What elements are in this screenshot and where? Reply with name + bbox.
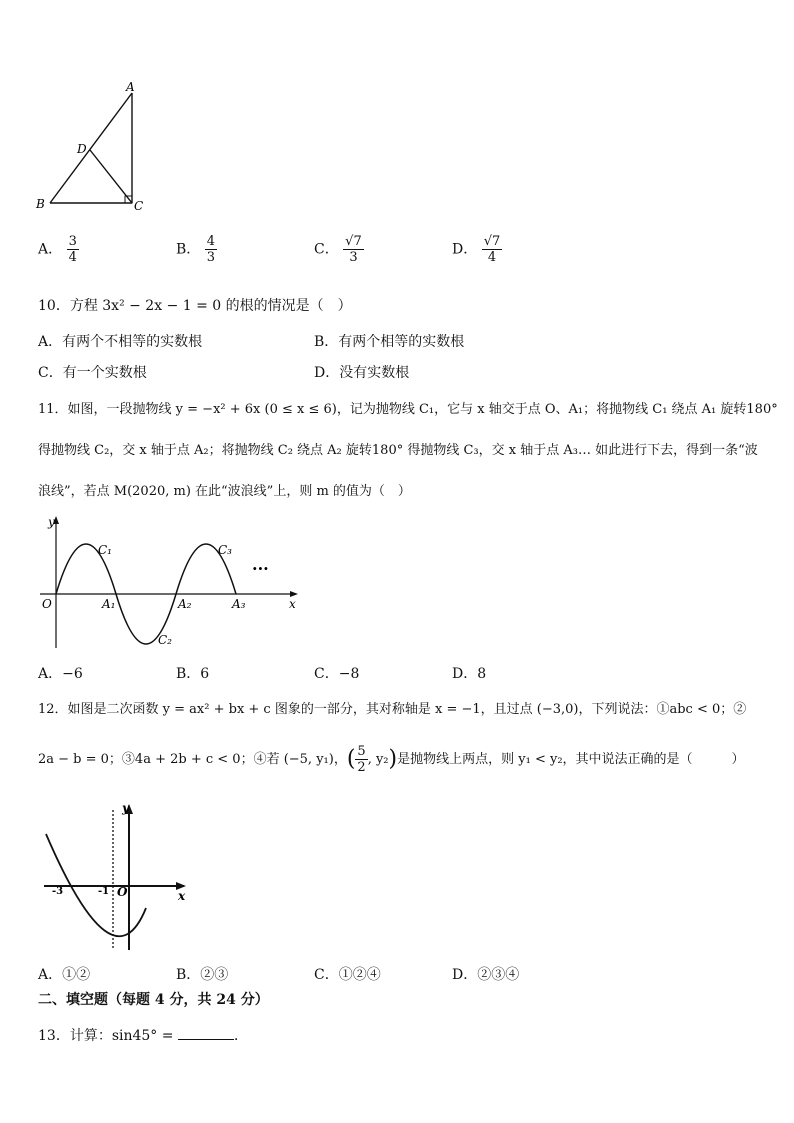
- denominator: 4: [68, 250, 77, 265]
- section-heading: 二、填空题（每题 4 分，共 24 分）: [38, 992, 269, 1008]
- q9-option-c[interactable]: [314, 234, 364, 265]
- q11-stem-line1: 11．如图，一段抛物线 y = −x² + 6x (0 ≤ x ≤ 6)，记为抛物线 C₁，它与 x 轴交于点 O、A₁；将抛物线 C₁ 绕点 A₁ 旋转180°: [38, 402, 778, 417]
- q13-stem: [38, 1025, 248, 1046]
- q11-option-a[interactable]: A．−6: [38, 666, 83, 682]
- q9-option-d[interactable]: [452, 234, 502, 265]
- q10-option-a[interactable]: A．有两个不相等的实数根: [38, 334, 203, 350]
- label-C1: C₁: [98, 543, 112, 557]
- numerator: √7: [483, 234, 501, 249]
- fraction: [343, 234, 364, 265]
- label-C: C: [134, 199, 144, 213]
- label-B: B: [36, 197, 45, 211]
- q10-stem: 10．方程 3x² − 2x − 1 = 0 的根的情况是（ ）: [38, 298, 352, 314]
- q11-option-c[interactable]: C．−8: [314, 666, 360, 682]
- numerator: 3: [68, 234, 77, 249]
- q12-stem-line1: 12．如图是二次函数 y = ax² + bx + c 图象的一部分，其对称轴是 x = −1，且过点 (−3,0)，下列说法：①abc < 0；②: [38, 702, 747, 717]
- q11-option-b[interactable]: B．6: [176, 666, 210, 682]
- q12-text-part3: 是抛物线上两点，则 y₁ < y₂，其中说法正确的是（ ）: [397, 752, 745, 767]
- q13-text: 13．计算：sin45° =: [38, 1028, 178, 1044]
- q12-stem-line2: 2a − b = 0；③4a + 2b + c < 0；④若 (−5, y₁)，( $\frac{5}{2}$ , y₂)是抛物线上两点，则 y₁ < y₂，其中说法正确的是（ ）: [38, 744, 745, 775]
- q11-stem-line2: 得抛物线 C₂，交 x 轴于点 A₂；将抛物线 C₂ 绕点 A₂ 旋转180° 得抛物线 C₃，交 x 轴于点 A₃… 如此进行下去，得到一条“波: [38, 443, 758, 458]
- origin-label: O: [117, 885, 128, 899]
- label-A1: A₁: [102, 597, 116, 611]
- axis-y-label: y: [122, 801, 129, 815]
- q12-option-b[interactable]: B．②③: [176, 967, 229, 983]
- answer-blank[interactable]: [178, 1025, 234, 1040]
- label-A2: A₂: [178, 597, 192, 611]
- fraction: [205, 234, 217, 265]
- q12-option-a[interactable]: A．①②: [38, 967, 91, 983]
- denominator: 3: [349, 250, 358, 265]
- triangle-figure: [30, 78, 160, 218]
- q11-option-d[interactable]: D．8: [452, 666, 487, 682]
- label-C3: C₃: [218, 543, 232, 557]
- label-C2: C₂: [158, 633, 172, 647]
- q10-option-c[interactable]: C．有一个实数根: [38, 365, 147, 381]
- denominator: 2: [357, 760, 366, 775]
- numerator: √7: [345, 234, 362, 249]
- q9-option-a[interactable]: [38, 234, 79, 265]
- fraction: [67, 234, 79, 265]
- label-A3: A₃: [232, 597, 246, 611]
- axis-y-label: y: [48, 515, 55, 529]
- tick-label-minus3: -3: [52, 886, 64, 897]
- q12-text-part1: 2a − b = 0；③4a + 2b + c < 0；④若 (−5, y₁)，: [38, 752, 347, 767]
- q11-stem-line3: 浪线”，若点 M(2020, m) 在此“波浪线”上，则 m 的值为（ ）: [38, 484, 411, 499]
- fraction: [482, 234, 503, 265]
- tick-label-minus1: -1: [98, 886, 110, 897]
- q12-text-part2: , y₂: [367, 752, 389, 767]
- q10-option-d[interactable]: D．没有实数根: [314, 365, 410, 381]
- denominator: 3: [206, 250, 216, 265]
- label-A: A: [126, 80, 135, 94]
- q12-fraction: [355, 744, 367, 775]
- q12-option-d[interactable]: D．②③④: [452, 967, 520, 983]
- label-D: D: [77, 142, 87, 156]
- axis-x-label: x: [178, 889, 186, 903]
- q12-option-c[interactable]: C．①②④: [314, 967, 381, 983]
- denominator: 4: [487, 250, 497, 265]
- parabola-figure: [36, 800, 196, 956]
- option-letter: D．: [452, 241, 478, 258]
- axis-x-label: x: [289, 597, 296, 611]
- numerator: 5: [357, 744, 366, 759]
- q13-end: ．: [233, 1028, 248, 1044]
- ellipsis: ···: [252, 559, 269, 578]
- numerator: 4: [206, 234, 216, 249]
- option-letter: B．: [176, 241, 201, 258]
- option-letter: C．: [314, 241, 339, 258]
- option-letter: A．: [38, 241, 63, 258]
- wave-figure: [34, 512, 310, 652]
- q9-option-b[interactable]: [176, 234, 217, 265]
- origin-label: O: [42, 597, 52, 611]
- q10-option-b[interactable]: B．有两个相等的实数根: [314, 334, 465, 350]
